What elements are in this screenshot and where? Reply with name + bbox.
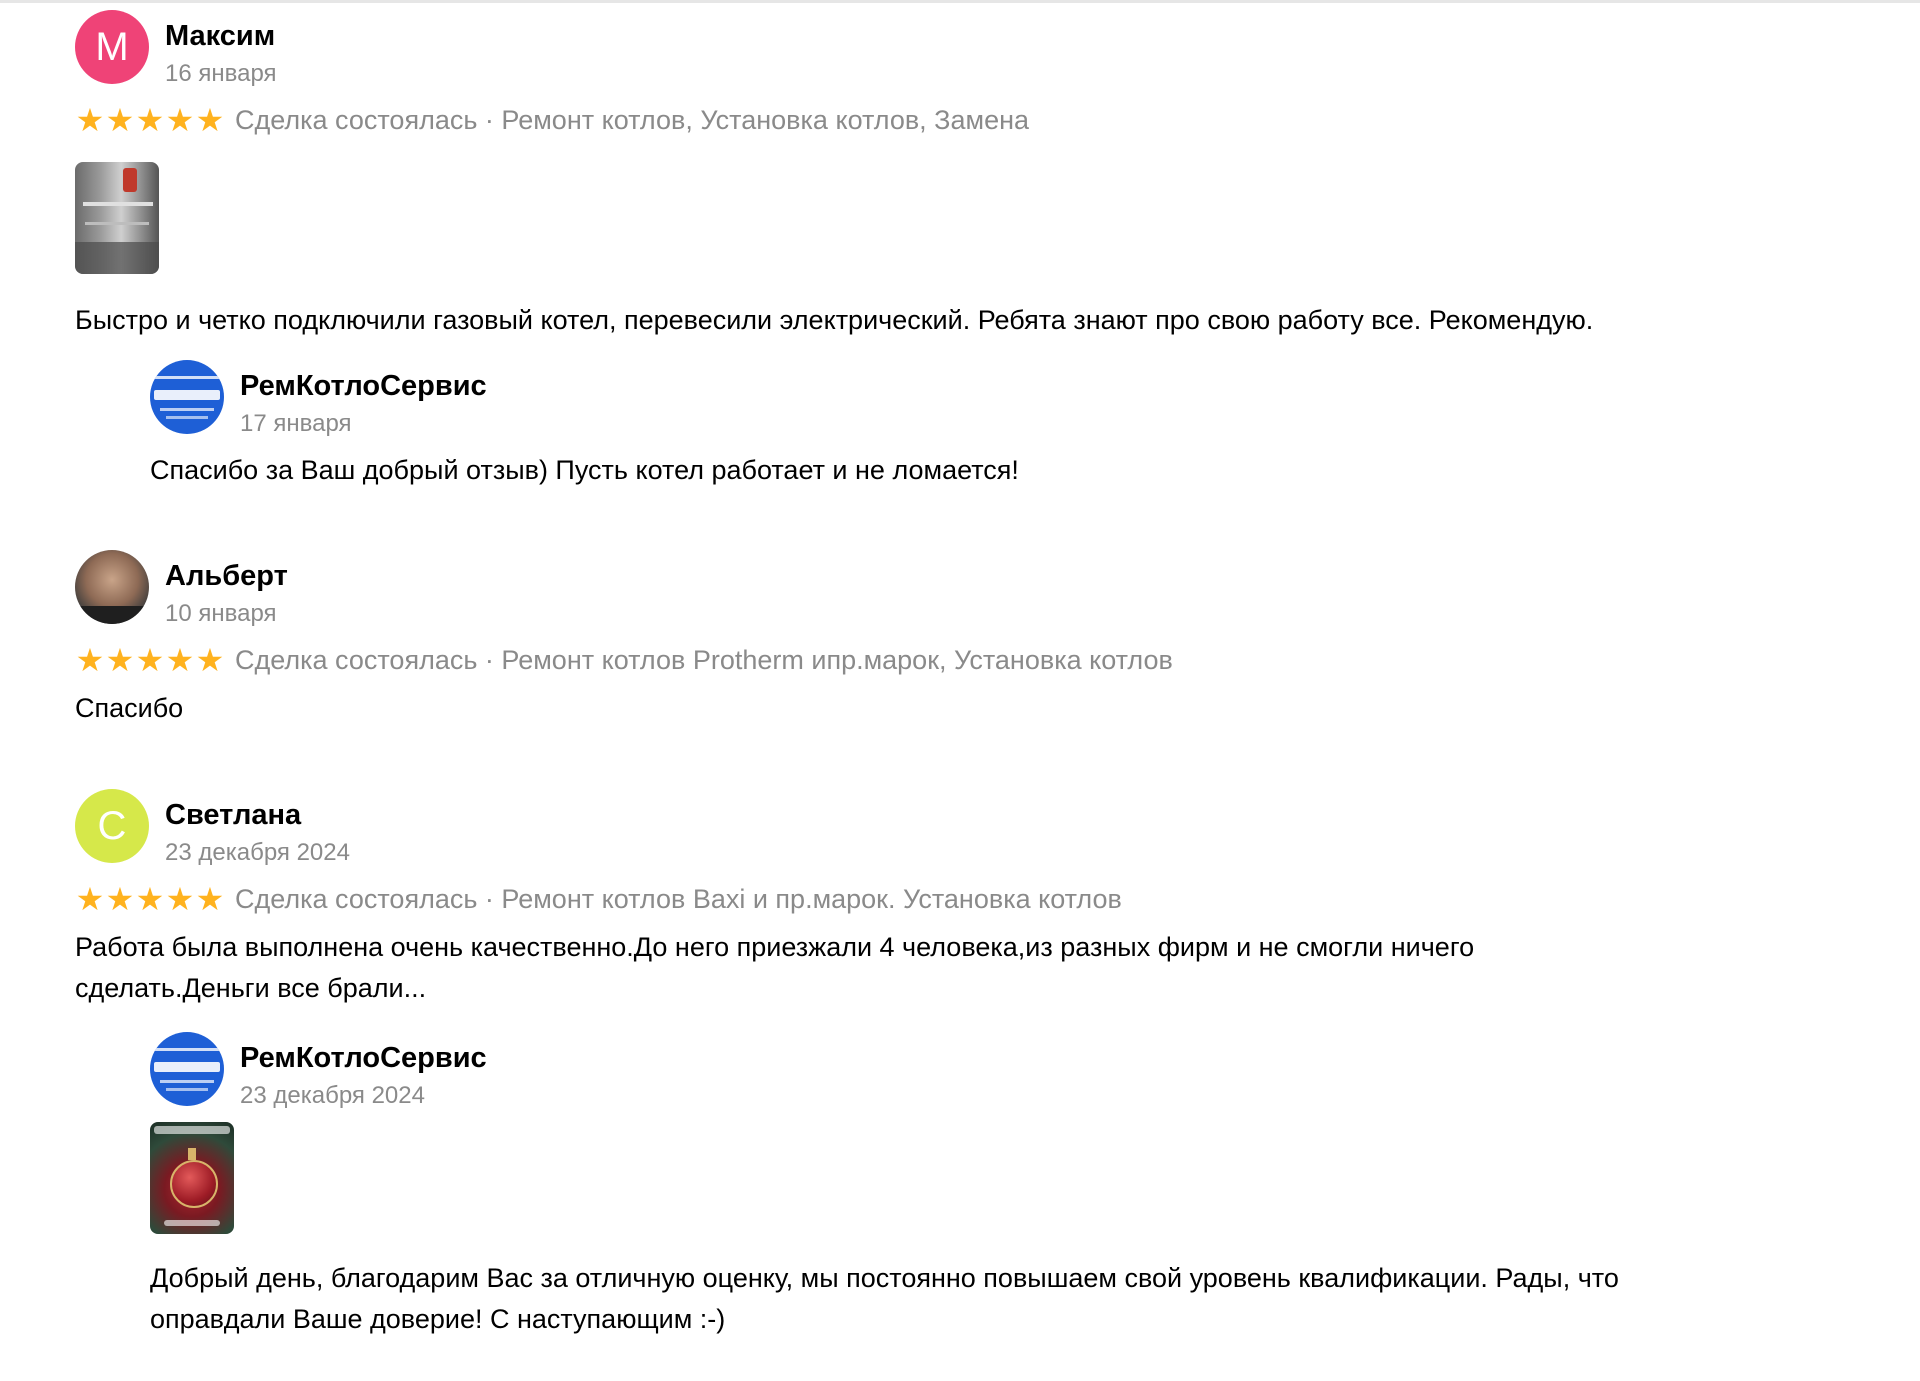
avatar-initial: М — [95, 24, 129, 69]
rating-stars — [75, 883, 225, 915]
logo-icon — [150, 360, 224, 434]
star-icon: ★ — [195, 642, 225, 678]
review-date: 10 января — [165, 600, 277, 627]
review-meta — [75, 640, 1815, 680]
reply-header — [150, 360, 1810, 450]
star-icon: ★ — [75, 102, 105, 138]
star-icon: ★ — [195, 102, 225, 138]
rating-stars — [75, 644, 225, 676]
review-header — [75, 10, 1815, 100]
avatar-photo[interactable] — [75, 550, 149, 624]
star-icon: ★ — [165, 881, 195, 917]
reviewer-name[interactable]: Альберт — [165, 560, 288, 592]
star-icon: ★ — [105, 642, 135, 678]
star-icon: ★ — [135, 642, 165, 678]
review-text: Спасибо — [75, 693, 184, 723]
reviewer-name[interactable]: Светлана — [165, 799, 302, 831]
star-icon: ★ — [165, 642, 195, 678]
deal-services: Сделка состоялась · Ремонт котлов Protherm ипр.марок, Установка котлов — [235, 644, 1173, 675]
review-text — [75, 927, 1815, 1009]
review-card — [75, 789, 1815, 1009]
company-reply — [150, 1032, 1810, 1340]
star-icon: ★ — [105, 102, 135, 138]
deal-services: Сделка состоялась · Ремонт котлов, Установка котлов, Замена — [235, 104, 1030, 135]
company-logo[interactable] — [150, 360, 224, 434]
reviewer-name[interactable]: Максим — [165, 20, 276, 52]
avatar[interactable] — [75, 789, 149, 863]
review-text-line: Работа была выполнена очень качественно.До него приезжали 4 человека,из разных фирм и не смогли ничего — [75, 932, 1475, 962]
deal-services: Сделка состоялась · Ремонт котлов Baxi и пр.марок. Установка котлов — [235, 883, 1122, 914]
company-logo[interactable] — [150, 1032, 224, 1106]
star-icon: ★ — [165, 102, 195, 138]
company-name[interactable]: РемКотлоСервис — [240, 370, 487, 402]
star-icon: ★ — [135, 881, 165, 917]
reply-date: 17 января — [240, 410, 352, 437]
review-meta — [75, 879, 1815, 919]
star-icon: ★ — [195, 881, 225, 917]
avatar-initial: С — [97, 803, 127, 848]
reply-photo-thumbnail[interactable] — [150, 1122, 234, 1234]
top-divider — [0, 0, 1920, 3]
logo-icon — [150, 1032, 224, 1106]
reply-text-line: Добрый день, благодарим Вас за отличную оценку, мы постоянно повышаем свой уровень квалификации. Рады, что — [150, 1263, 1619, 1293]
review-header — [75, 789, 1815, 879]
star-icon: ★ — [135, 102, 165, 138]
review-date: 23 декабря 2024 — [165, 839, 350, 866]
reply-date: 23 декабря 2024 — [240, 1082, 425, 1109]
star-icon: ★ — [75, 881, 105, 917]
company-name[interactable]: РемКотлоСервис — [240, 1042, 487, 1074]
review-text: Быстро и четко подключили газовый котел, перевесили электрический. Ребята знают про свою работу все. Рекомендую. — [75, 305, 1594, 335]
review-card — [75, 10, 1815, 341]
reply-text-line: оправдали Ваше доверие! С наступающим :-) — [150, 1304, 726, 1334]
reply-text — [150, 1258, 1810, 1340]
star-icon: ★ — [105, 881, 135, 917]
review-text-line: сделать.Деньги все брали... — [75, 973, 427, 1003]
avatar[interactable] — [75, 10, 149, 84]
star-icon: ★ — [75, 642, 105, 678]
company-reply — [150, 360, 1810, 491]
reply-text: Спасибо за Ваш добрый отзыв) Пусть котел работает и не ломается! — [150, 455, 1019, 485]
rating-stars — [75, 104, 225, 136]
review-card — [75, 550, 1815, 729]
review-date: 16 января — [165, 60, 277, 87]
review-photo-thumbnail[interactable] — [75, 162, 159, 274]
reply-header — [150, 1032, 1810, 1122]
review-meta — [75, 100, 1815, 140]
review-header — [75, 550, 1815, 640]
